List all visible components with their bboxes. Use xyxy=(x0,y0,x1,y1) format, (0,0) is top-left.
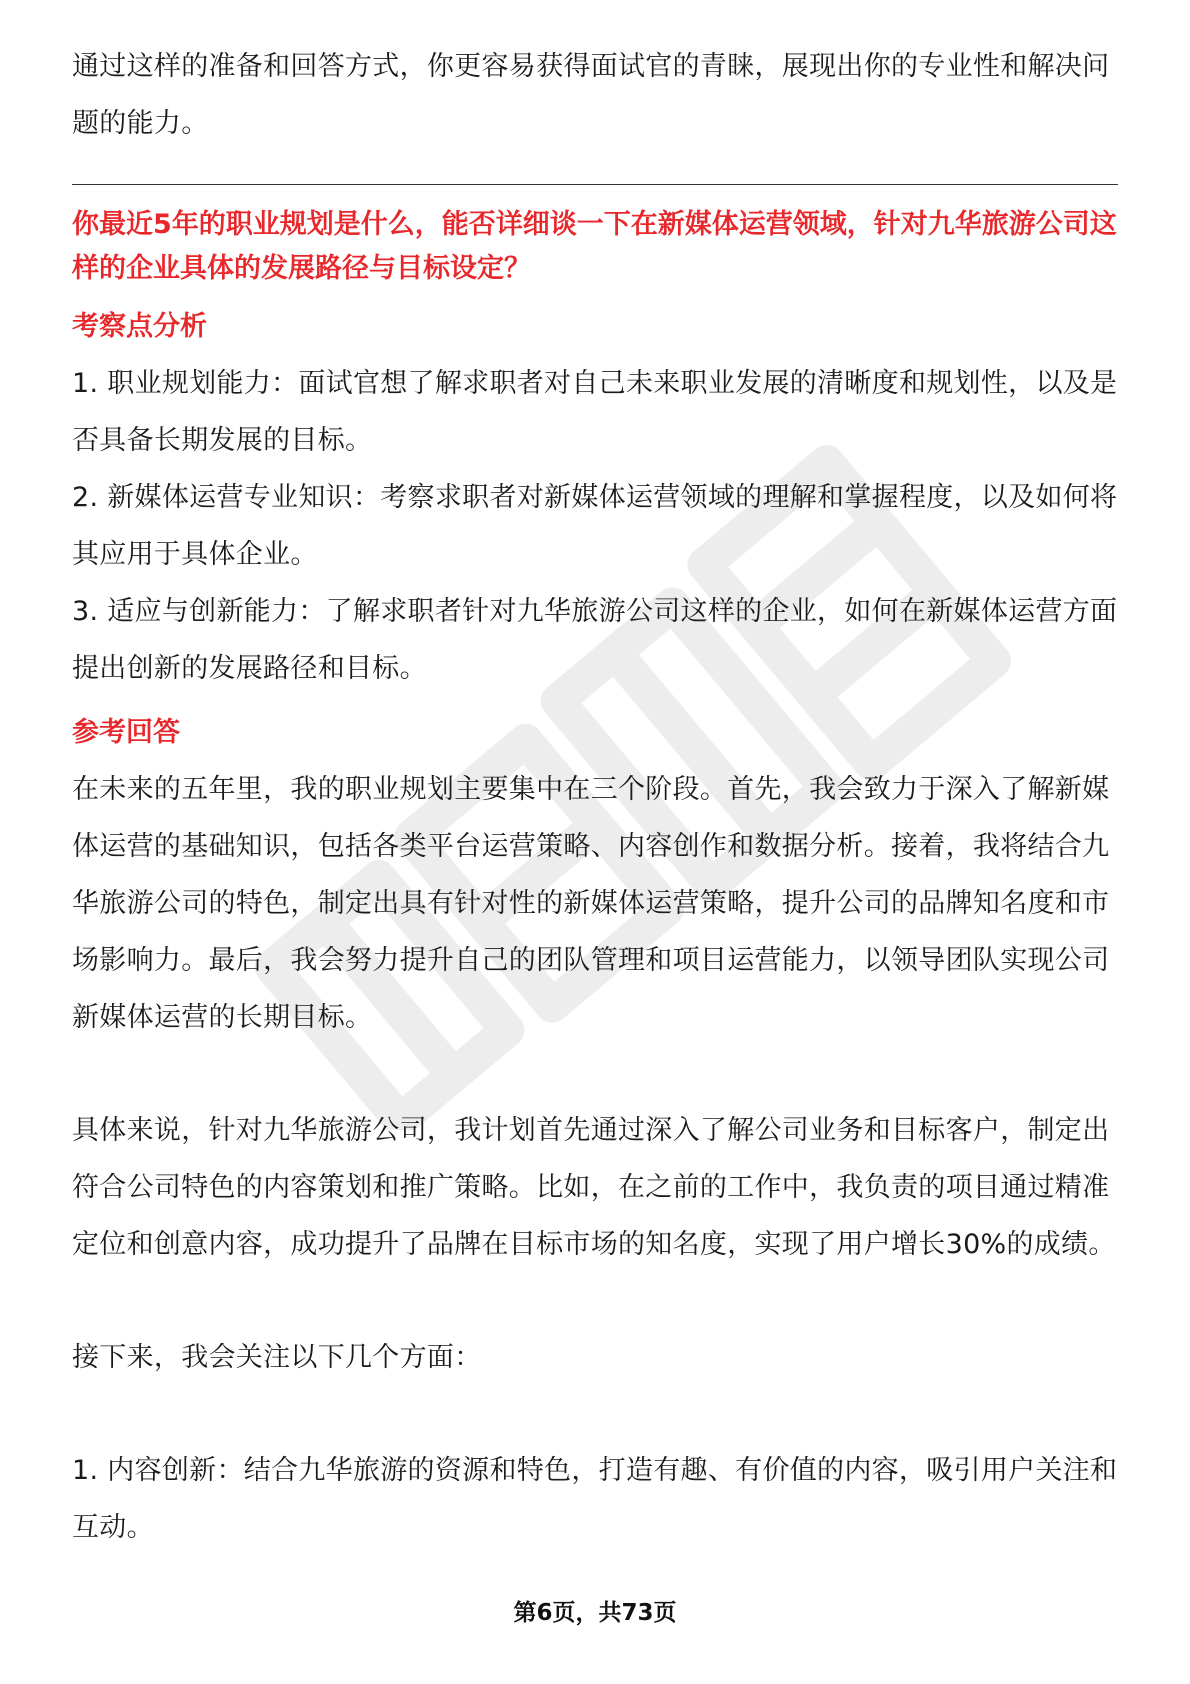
interview-question: 你最近5年的职业规划是什么，能否详细谈一下在新媒体运营领域，针对九华旅游公司这样的企业具体的发展路径与目标设定？ xyxy=(72,209,1117,284)
intro-paragraph: 通过这样的准备和回答方式，你更容易获得面试官的青睐，展现出你的专业性和解决问题的能力。 xyxy=(72,51,1110,139)
page-number: 第6页，共73页 xyxy=(513,1600,677,1626)
analysis-item: 2. 新媒体运营专业知识：考察求职者对新媒体运营领域的理解和掌握程度，以及如何将其应用于具体企业。 xyxy=(72,482,1118,570)
analysis-item: 3. 适应与创新能力：了解求职者针对九华旅游公司这样的企业，如何在新媒体运营方面提出创新的发展路径和目标。 xyxy=(72,596,1118,684)
answer-paragraph: 具体来说，针对九华旅游公司，我计划首先通过深入了解公司业务和目标客户，制定出符合公司特色的内容策划和推广策略。比如，在之前的工作中，我负责的项目通过精准定位和创意内容，成功提升了品牌在目标市场的知名度，实现了用户增长30%的成绩。 xyxy=(72,1115,1116,1260)
analysis-item: 1. 职业规划能力：面试官想了解求职者对自己未来职业发展的清晰度和规划性，以及是否具备长期发展的目标。 xyxy=(72,368,1118,456)
section-divider xyxy=(72,184,1118,185)
answer-heading: 参考回答 xyxy=(72,717,180,748)
answer-list-item: 1. 内容创新：结合九华旅游的资源和特色，打造有趣、有价值的内容，吸引用户关注和互动。 xyxy=(72,1455,1118,1543)
analysis-heading: 考察点分析 xyxy=(72,311,207,342)
answer-paragraph: 在未来的五年里，我的职业规划主要集中在三个阶段。首先，我会致力于深入了解新媒体运营的基础知识，包括各类平台运营策略、内容创作和数据分析。接着，我将结合九华旅游公司的特色，制定出具有针对性的新媒体运营策略，提升公司的品牌知名度和市场影响力。最后，我会努力提升自己的团队管理和项目运营能力，以领导团队实现公司新媒体运营的长期目标。 xyxy=(72,774,1110,1033)
document-page xyxy=(72,38,1118,1556)
answer-paragraph: 接下来，我会关注以下几个方面： xyxy=(72,1342,482,1373)
